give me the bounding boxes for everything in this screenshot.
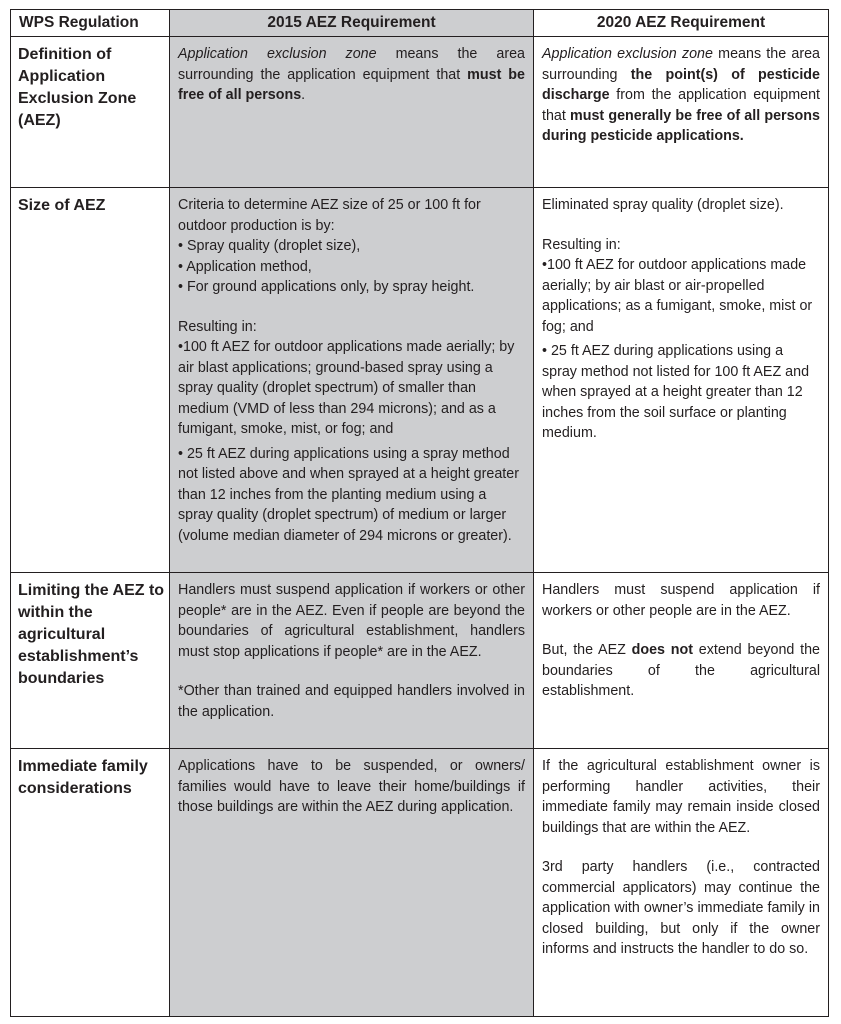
family-2020-third-party: 3rd party handlers (i.e., contracted commercial applicators) may continue the application with owner’s immediate family in closed building, but only if the owner informs and instructs the handler to do so. bbox=[542, 859, 820, 957]
table-row bbox=[11, 573, 829, 749]
criteria-item: • Application method, bbox=[178, 258, 312, 275]
definition-text-end: . bbox=[301, 87, 306, 103]
limiting-2020-text: Handlers must suspend application if workers or other people are in the AEZ. bbox=[542, 582, 820, 619]
cell-2015-definition bbox=[170, 37, 534, 188]
header-2020-requirement: 2020 AEZ Requirement bbox=[534, 10, 829, 37]
boundary-text: But, the AEZ bbox=[542, 642, 632, 658]
size-2015-resulting: Resulting in: bbox=[178, 318, 257, 335]
size-2020-resulting: Resulting in: bbox=[542, 236, 621, 253]
cell-2015-limiting bbox=[170, 573, 534, 749]
size-2015-100ft: •100 ft AEZ for outdoor applications made aerially; by air blast applications; ground-based spray using a spray quality (droplet spectrum) of smaller than medium (VMD of less than 294 microns); and as a fumigant, smoke, mist, or fog; and bbox=[178, 339, 515, 437]
size-2015-intro: Criteria to determine AEZ size of 25 or 100 ft for outdoor production is by: bbox=[178, 197, 481, 234]
definition-text: means the area surrounding bbox=[542, 46, 820, 83]
criteria-item: • For ground applications only, by spray height. bbox=[178, 279, 475, 295]
table-header-row bbox=[11, 10, 829, 37]
cell-2020-family bbox=[534, 749, 829, 1017]
size-2020-25ft: • 25 ft AEZ during applications using a spray method not listed for 100 ft AEZ and when sprayed at a height greater than 12 inches from the soil surface or planting medium. bbox=[542, 343, 810, 441]
family-2015-text: Applications have to be suspended, or owners/ families would have to leave their home/buildings if those buildings are within the AEZ during application. bbox=[178, 758, 525, 815]
definition-emphasis: the point(s) of pesticide discharge bbox=[542, 66, 820, 103]
row-label-limiting: Limiting the AEZ to within the agricultural establishment’s boundaries bbox=[11, 573, 170, 749]
aez-comparison-table bbox=[10, 9, 829, 1017]
limiting-2020-boundary bbox=[542, 640, 820, 702]
limiting-2015-text: Handlers must suspend application if workers or other people* are in the AEZ. Even if people are beyond the boundaries of agricultural establishment, handlers must stop applications if people* are in the AEZ. bbox=[178, 582, 525, 660]
size-2020-100ft: •100 ft AEZ for outdoor applications made aerially; by air blast or air-propelled applications; as a fumigant, smoke, mist or fog; and bbox=[542, 257, 813, 335]
definition-term: Application exclusion zone bbox=[542, 46, 713, 62]
table-row bbox=[11, 188, 829, 573]
cell-2020-definition bbox=[534, 37, 829, 188]
cell-2020-size bbox=[534, 188, 829, 573]
header-wps-regulation: WPS Regulation bbox=[11, 10, 170, 37]
definition-text-mid: from the application equipment that bbox=[542, 87, 820, 124]
definition-term: Application exclusion zone bbox=[178, 46, 377, 62]
size-2015-25ft: • 25 ft AEZ during applications using a spray method not listed above and when sprayed at a height greater than 12 inches from the planting medium using a spray quality (droplet spectrum) of medium or larger (volume median diameter of 294 microns or greater). bbox=[178, 445, 519, 544]
criteria-item: • Spray quality (droplet size), bbox=[178, 238, 361, 254]
definition-emphasis-end: must generally be free of all persons during pesticide applications. bbox=[542, 107, 820, 144]
definition-2020-text bbox=[542, 44, 820, 147]
limiting-2015-footnote: *Other than trained and equipped handlers involved in the application. bbox=[178, 683, 525, 720]
size-2020-intro: Eliminated spray quality (droplet size). bbox=[542, 197, 784, 213]
definition-2015-text bbox=[178, 44, 525, 106]
cell-2015-size bbox=[170, 188, 534, 573]
family-2020-text: If the agricultural establishment owner is performing handler activities, their immediate family may remain inside closed buildings that are within the AEZ. bbox=[542, 758, 820, 836]
row-label-family: Immediate family considerations bbox=[11, 749, 170, 1017]
row-label-size: Size of AEZ bbox=[11, 188, 170, 573]
cell-2015-family bbox=[170, 749, 534, 1017]
table-row bbox=[11, 749, 829, 1017]
boundary-emphasis: does not bbox=[631, 642, 693, 658]
header-2015-requirement: 2015 AEZ Requirement bbox=[170, 10, 534, 37]
document-page bbox=[10, 9, 829, 1017]
definition-emphasis: must be free of all persons bbox=[178, 66, 525, 103]
cell-2020-limiting bbox=[534, 573, 829, 749]
table-row bbox=[11, 37, 829, 188]
row-label-definition: Definition of Application Exclusion Zone (AEZ) bbox=[11, 37, 170, 188]
boundary-text-end: extend beyond the boundaries of the agricultural establishment. bbox=[542, 642, 820, 699]
definition-text: means the area surrounding the application equipment that bbox=[178, 46, 525, 83]
